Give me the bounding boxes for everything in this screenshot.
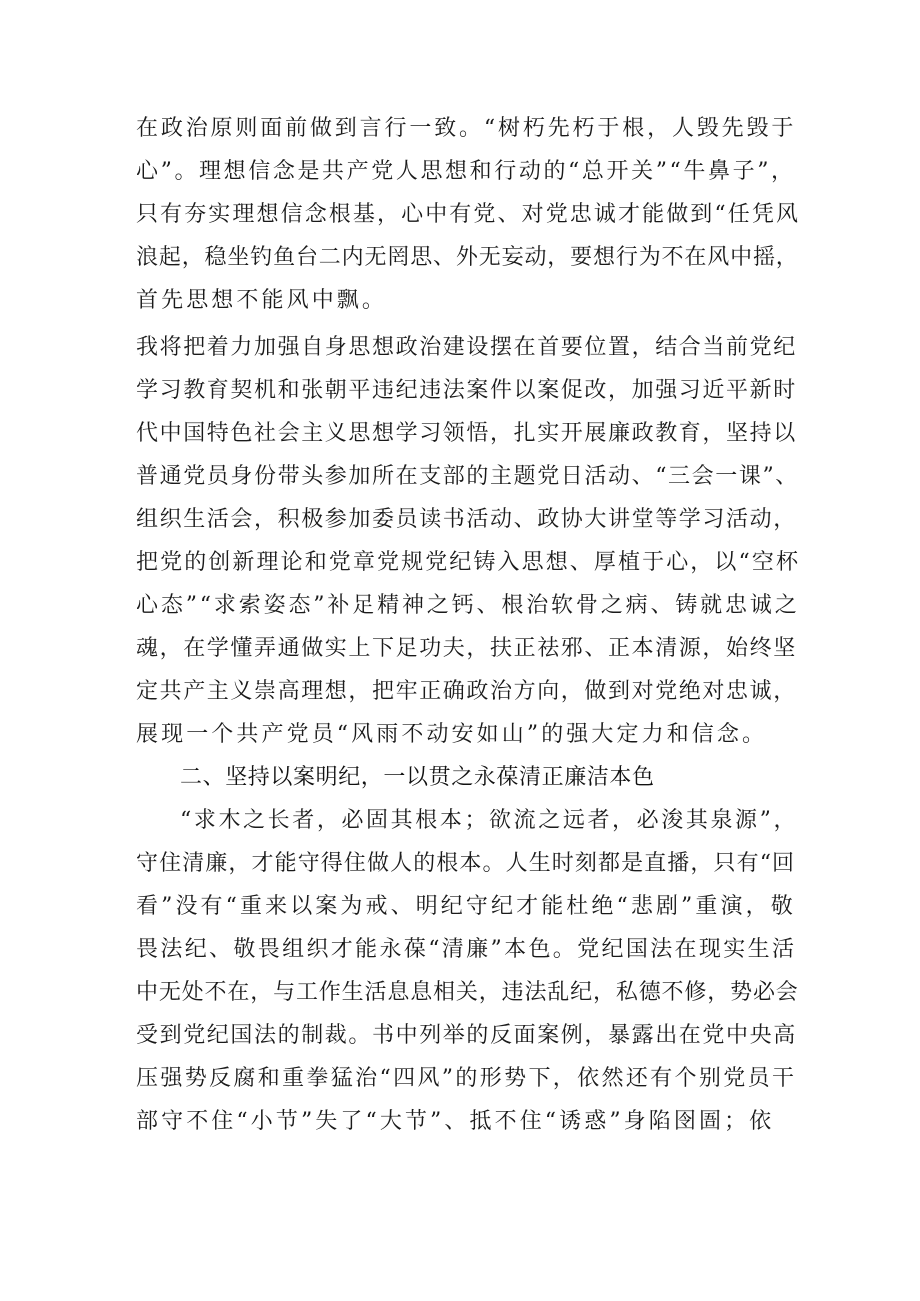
section-heading: 二、坚持以案明纪，一以贯之永葆清正廉洁本色: [180, 765, 655, 790]
text-line: 部守不住“小节”失了“大节”、抵不住“诱惑”身陷囹圄；依: [136, 1109, 775, 1134]
text-line: 把党的创新理论和党章党规党纪铸入思想、厚植于心，以“空杯: [136, 550, 801, 575]
text-line: 压强势反腐和重拳猛治“四风”的形势下，依然还有个别党员干: [136, 1066, 797, 1091]
text-line: 组织生活会，积极参加委员读书活动、政协大讲堂等学习活动，: [136, 507, 797, 532]
text-line: 守住清廉，才能守得住做人的根本。人生时刻都是直播，只有“回: [136, 851, 796, 876]
text-line: 中无处不在，与工作生活息息相关，违法乱纪，私德不修，势必会: [136, 980, 799, 1005]
text-line: 学习教育契机和张朝平违纪违法案件以案促改，加强习近平新时: [136, 378, 797, 403]
text-line: 看”没有“重来以案为戒、明纪守纪才能杜绝“悲剧”重演，敬: [136, 894, 796, 919]
text-line: 代中国特色社会主义思想学习领悟，扎实开展廉政教育，坚持以: [136, 421, 797, 446]
text-line: 我将把着力加强自身思想政治建设摆在首要位置，结合当前党纪: [136, 335, 797, 360]
text-line: 展现一个共产党员“风雨不动安如山”的强大定力和信念。: [136, 722, 768, 747]
text-line: 畏法纪、敬畏组织才能永葆“清廉”本色。党纪国法在现实生活: [136, 937, 797, 962]
text-line: 只有夯实理想信念根基，心中有党、对党忠诚才能做到“任凭风: [136, 202, 801, 227]
text-line: 普通党员身份带头参加所在支部的主题党日活动、“三会一课”、: [136, 464, 799, 489]
text-line: “求木之长者，必固其根本；欲流之远者，必浚其泉源”，: [180, 808, 799, 833]
text-line: 在政治原则面前做到言行一致。“树朽先朽于根，人毁先毁于: [136, 116, 797, 141]
text-line: 心态”“求索姿态”补足精神之钙、根治软骨之病、铸就忠诚之: [136, 593, 800, 618]
text-line: 首先思想不能风中飘。: [136, 288, 388, 313]
text-line: 浪起，稳坐钓鱼台二内无罔思、外无妄动，要想行为不在风中摇，: [136, 245, 799, 270]
text-line: 魂，在学懂弄通做实上下足功夫，扶正祛邪、正本清源，始终坚: [136, 636, 797, 661]
text-line: 心”。理想信念是共产党人思想和行动的“总开关”“牛鼻子”，: [136, 159, 796, 184]
text-line: 定共产主义崇高理想，把牢正确政治方向，做到对党绝对忠诚，: [136, 679, 797, 704]
text-line: 受到党纪国法的制裁。书中列举的反面案例，暴露出在党中央高: [136, 1023, 797, 1048]
